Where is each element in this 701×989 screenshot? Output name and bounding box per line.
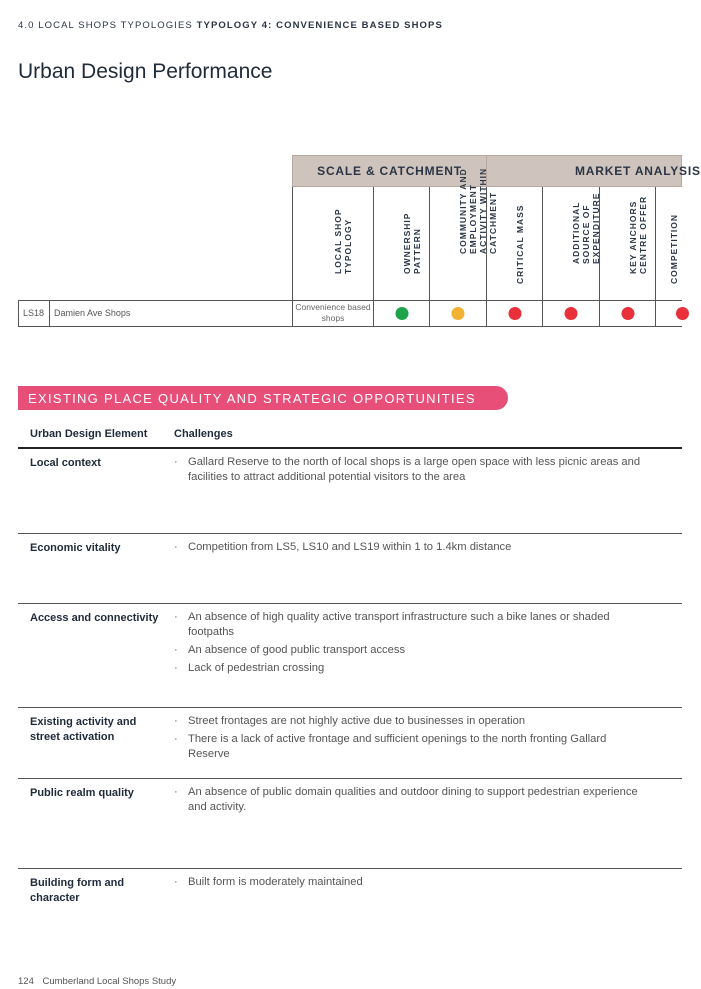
challenge-list xyxy=(174,875,644,893)
challenge-item xyxy=(174,610,644,639)
challenge-list xyxy=(174,540,644,558)
bullet-icon: · xyxy=(174,733,178,745)
table-row xyxy=(18,868,682,928)
challenge-item xyxy=(174,714,644,729)
element-label: Building form and character xyxy=(30,877,125,904)
rating-dot-competition xyxy=(676,307,689,320)
bullet-icon: · xyxy=(174,715,178,727)
table-row xyxy=(18,778,682,868)
challenge-text: Street frontages are not highly active due to businesses in operation xyxy=(188,715,526,727)
col-head-competition: COMPETITION xyxy=(655,187,682,300)
col-head-critical-mass: CRITICAL MASS xyxy=(486,187,542,300)
section-heading: EXISTING PLACE QUALITY AND STRATEGIC OPPORTUNITIES xyxy=(18,386,508,410)
page-number: 124 xyxy=(18,976,34,987)
challenge-item xyxy=(174,540,644,555)
table-row xyxy=(18,707,682,778)
group-market-analysis: MARKET ANALYSIS xyxy=(486,155,682,187)
bullet-icon: · xyxy=(174,541,178,553)
col-head-community: COMMUNITY AND EMPLOYMENT ACTIVITY WITHIN CATCHMENT xyxy=(429,187,486,300)
challenge-text: Built form is moderately maintained xyxy=(188,876,363,888)
challenge-text: An absence of good public transport access xyxy=(188,643,406,656)
col-header-element: Urban Design Element xyxy=(30,428,148,440)
challenge-text: There is a lack of active frontage and sufficient openings to the north fronting Gallard Reserve xyxy=(188,733,607,760)
group-scale-catchment: SCALE & CATCHMENT xyxy=(292,155,487,187)
document-name: Cumberland Local Shops Study xyxy=(42,976,177,987)
bullet-icon: · xyxy=(174,661,178,674)
table-row xyxy=(18,603,682,707)
challenge-text: An absence of public domain qualities and outdoor dining to support pedestrian experience and activity. xyxy=(188,786,638,813)
table-row xyxy=(18,447,682,533)
row-id: LS18 xyxy=(18,300,49,326)
element-label: Existing activity and street activation xyxy=(30,716,137,743)
row-name: Damien Ave Shops xyxy=(49,300,292,326)
col-head-expenditure: ADDITIONAL SOURCE OF EXPENDITURE xyxy=(542,187,599,300)
rating-dot-critical-mass xyxy=(508,307,521,320)
col-head-typology: LOCAL SHOP TYPOLOGY xyxy=(292,187,373,300)
col-head-anchors: KEY ANCHORS CENTRE OFFER xyxy=(599,187,655,300)
challenge-list xyxy=(174,455,644,488)
challenge-item xyxy=(174,785,644,814)
challenge-list xyxy=(174,785,644,818)
element-label: Local context xyxy=(30,457,101,469)
row-typology: Convenience based shops xyxy=(292,300,373,326)
rating-dot-anchors xyxy=(621,307,634,320)
rating-dot-community xyxy=(452,307,465,320)
row-divider-bottom xyxy=(18,326,682,327)
challenge-item xyxy=(174,661,644,676)
bullet-icon: · xyxy=(174,643,178,656)
bullet-icon: · xyxy=(174,876,178,888)
challenge-list xyxy=(174,714,644,765)
page-footer xyxy=(18,976,176,987)
challenge-list xyxy=(174,610,644,679)
table-row xyxy=(18,533,682,603)
challenge-item xyxy=(174,875,644,890)
element-label: Public realm quality xyxy=(30,787,134,799)
bullet-icon: · xyxy=(174,786,178,798)
col-head-ownership: OWNERSHIP PATTERN xyxy=(373,187,429,300)
breadcrumb-section: 4.0 LOCAL SHOPS TYPOLOGIES xyxy=(18,20,193,31)
element-label: Access and connectivity xyxy=(30,612,159,624)
challenge-text: An absence of high quality active transport infrastructure such a bike lanes or shaded footpaths xyxy=(188,611,610,638)
rating-dot-ownership xyxy=(395,307,408,320)
breadcrumb-subsection: TYPOLOGY 4: CONVENIENCE BASED SHOPS xyxy=(196,20,443,31)
challenge-text: Competition from LS5, LS10 and LS19 within 1 to 1.4km distance xyxy=(188,541,512,553)
breadcrumb xyxy=(18,20,443,31)
bullet-icon: · xyxy=(174,456,178,468)
challenge-item xyxy=(174,732,644,761)
challenge-text: Gallard Reserve to the north of local shops is a large open space with less picnic areas and facilities to attract additional potential visitors to the area xyxy=(188,456,641,483)
col-header-challenges: Challenges xyxy=(174,428,233,440)
page-title: Urban Design Performance xyxy=(18,60,273,83)
challenge-item xyxy=(174,643,644,658)
element-label: Economic vitality xyxy=(30,542,121,554)
challenge-text: Lack of pedestrian crossing xyxy=(188,661,325,674)
bullet-icon: · xyxy=(174,611,178,623)
rating-dot-expenditure xyxy=(565,307,578,320)
challenge-item xyxy=(174,455,644,484)
